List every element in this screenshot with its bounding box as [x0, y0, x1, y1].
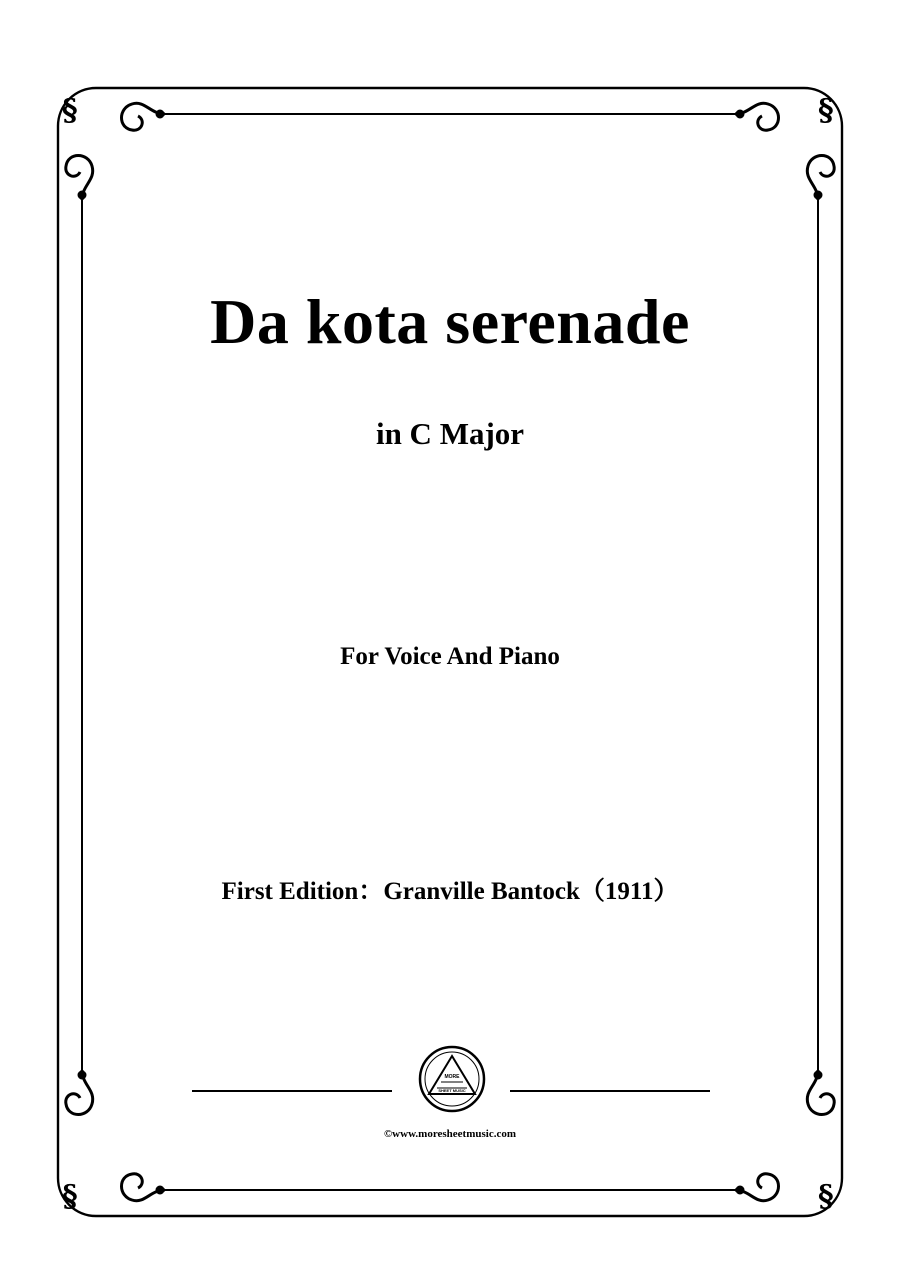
logo-text-top: MORE: [444, 1074, 460, 1080]
website-url: ©www.moresheetmusic.com: [383, 1128, 517, 1140]
publisher-seal-icon: [417, 1044, 487, 1114]
edition-credit: First Edition：Granville Bantock（1911）: [221, 878, 679, 905]
logo-text-bottom: SHEET MUSIC: [438, 1088, 466, 1093]
section-sign-icon: §: [818, 1179, 834, 1214]
key-subtitle: in C Major: [375, 416, 525, 451]
section-sign-icon: §: [62, 93, 78, 128]
divider-right: [510, 1090, 710, 1092]
corner-scroll-top-left: [66, 103, 165, 200]
page-title: Da kota serenade: [210, 286, 690, 357]
section-sign-icon: §: [818, 93, 834, 128]
section-sign-icon: §: [62, 1179, 78, 1214]
divider-left: [192, 1090, 392, 1092]
instrumentation-label: For Voice And Piano: [340, 643, 560, 670]
